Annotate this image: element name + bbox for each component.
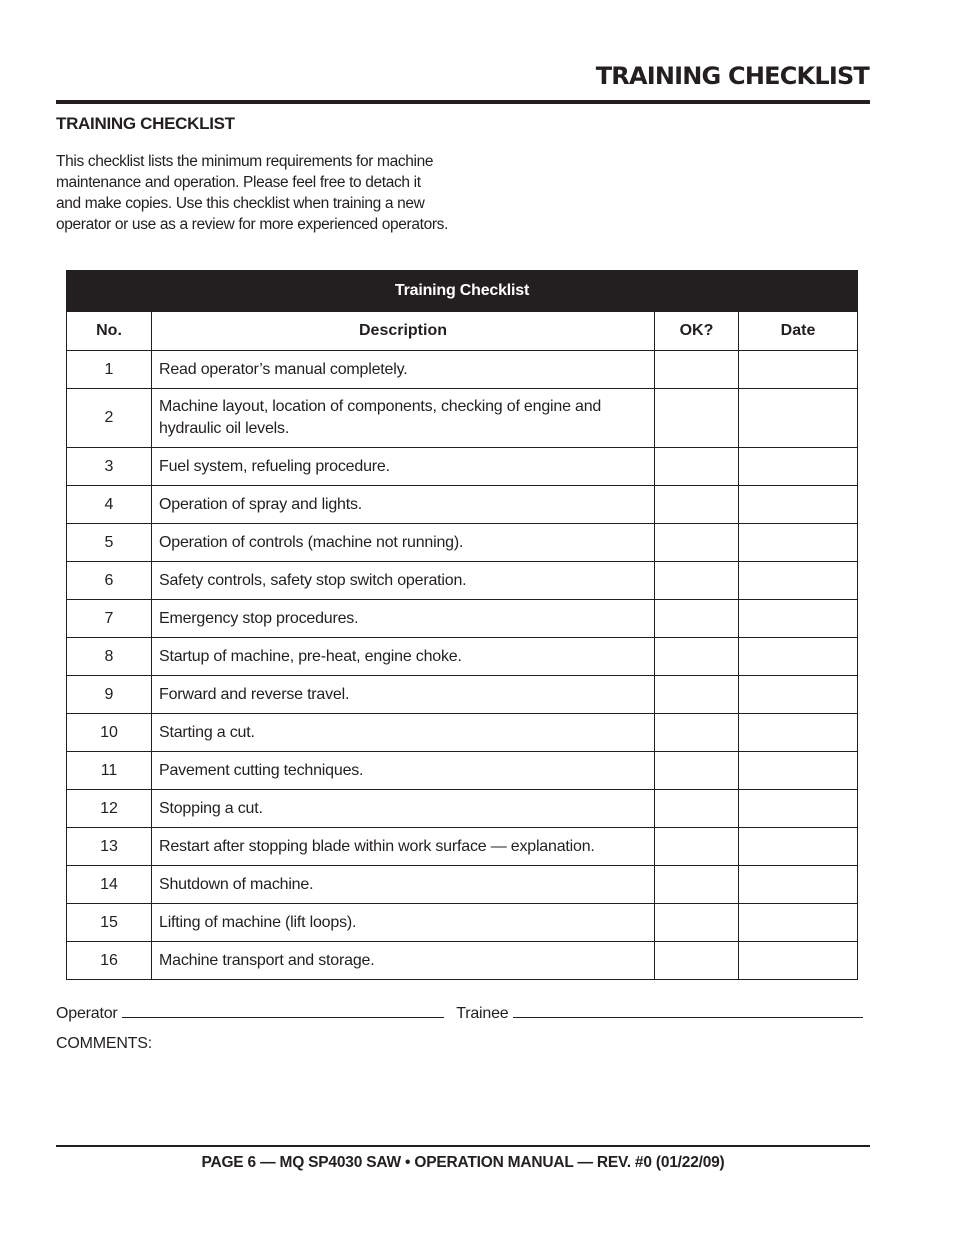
row-number: 14 bbox=[67, 866, 152, 904]
date-cell[interactable] bbox=[739, 389, 858, 448]
ok-cell[interactable] bbox=[655, 942, 739, 980]
row-description: Stopping a cut. bbox=[152, 790, 655, 828]
ok-cell[interactable] bbox=[655, 351, 739, 389]
row-description: Operation of spray and lights. bbox=[152, 486, 655, 524]
operator-signature-field[interactable] bbox=[122, 1001, 444, 1018]
ok-cell[interactable] bbox=[655, 524, 739, 562]
footer-rule bbox=[56, 1145, 870, 1147]
trainee-signature-field[interactable] bbox=[513, 1001, 863, 1018]
date-cell[interactable] bbox=[739, 752, 858, 790]
table-row bbox=[67, 676, 858, 714]
table-row bbox=[67, 790, 858, 828]
row-number: 7 bbox=[67, 600, 152, 638]
column-header-description: Description bbox=[152, 312, 655, 351]
ok-cell[interactable] bbox=[655, 904, 739, 942]
ok-cell[interactable] bbox=[655, 389, 739, 448]
row-number: 6 bbox=[67, 562, 152, 600]
row-description: Emergency stop procedures. bbox=[152, 600, 655, 638]
row-number: 15 bbox=[67, 904, 152, 942]
table-row bbox=[67, 828, 858, 866]
row-description: Machine layout, location of components, checking of engine and hydraulic oil levels. bbox=[152, 389, 655, 448]
row-number: 5 bbox=[67, 524, 152, 562]
row-number: 8 bbox=[67, 638, 152, 676]
intro-line: operator or use as a review for more experienced operators. bbox=[56, 216, 449, 233]
intro-line: This checklist lists the minimum requirements for machine bbox=[56, 153, 434, 170]
table-row bbox=[67, 448, 858, 486]
table-row bbox=[67, 562, 858, 600]
date-cell[interactable] bbox=[739, 866, 858, 904]
intro-line: maintenance and operation. Please feel free to detach it bbox=[56, 174, 421, 191]
table-row bbox=[67, 904, 858, 942]
date-cell[interactable] bbox=[739, 714, 858, 752]
table-row bbox=[67, 714, 858, 752]
ok-cell[interactable] bbox=[655, 676, 739, 714]
row-number: 13 bbox=[67, 828, 152, 866]
signoff-line bbox=[56, 1001, 870, 1023]
ok-cell[interactable] bbox=[655, 752, 739, 790]
date-cell[interactable] bbox=[739, 524, 858, 562]
date-cell[interactable] bbox=[739, 942, 858, 980]
comments-label: COMMENTS: bbox=[56, 1035, 152, 1052]
date-cell[interactable] bbox=[739, 638, 858, 676]
section-heading: TRAINING CHECKLIST bbox=[56, 114, 235, 133]
date-cell[interactable] bbox=[739, 486, 858, 524]
table-row bbox=[67, 486, 858, 524]
header-rule bbox=[56, 100, 870, 104]
ok-cell[interactable] bbox=[655, 448, 739, 486]
trainee-label: Trainee bbox=[456, 1005, 509, 1022]
row-description: Operation of controls (machine not running). bbox=[152, 524, 655, 562]
table-row bbox=[67, 942, 858, 980]
ok-cell[interactable] bbox=[655, 638, 739, 676]
training-checklist-table bbox=[66, 270, 858, 980]
row-description: Forward and reverse travel. bbox=[152, 676, 655, 714]
ok-cell[interactable] bbox=[655, 486, 739, 524]
date-cell[interactable] bbox=[739, 600, 858, 638]
ok-cell[interactable] bbox=[655, 714, 739, 752]
row-number: 9 bbox=[67, 676, 152, 714]
ok-cell[interactable] bbox=[655, 828, 739, 866]
date-cell[interactable] bbox=[739, 828, 858, 866]
date-cell[interactable] bbox=[739, 676, 858, 714]
ok-cell[interactable] bbox=[655, 600, 739, 638]
operator-label: Operator bbox=[56, 1005, 118, 1022]
row-description: Lifting of machine (lift loops). bbox=[152, 904, 655, 942]
row-number: 10 bbox=[67, 714, 152, 752]
row-number: 1 bbox=[67, 351, 152, 389]
table-row bbox=[67, 600, 858, 638]
page-title: TRAINING CHECKLIST bbox=[595, 62, 869, 90]
table-row bbox=[67, 866, 858, 904]
row-description: Machine transport and storage. bbox=[152, 942, 655, 980]
date-cell[interactable] bbox=[739, 790, 858, 828]
row-number: 12 bbox=[67, 790, 152, 828]
table-row bbox=[67, 389, 858, 448]
table-row bbox=[67, 752, 858, 790]
row-description: Safety controls, safety stop switch operation. bbox=[152, 562, 655, 600]
row-description: Fuel system, refueling procedure. bbox=[152, 448, 655, 486]
row-number: 2 bbox=[67, 389, 152, 448]
date-cell[interactable] bbox=[739, 448, 858, 486]
date-cell[interactable] bbox=[739, 351, 858, 389]
row-number: 11 bbox=[67, 752, 152, 790]
page-footer: PAGE 6 — MQ SP4030 SAW • OPERATION MANUAL — REV. #0 (01/22/09) bbox=[201, 1154, 725, 1171]
row-description: Pavement cutting techniques. bbox=[152, 752, 655, 790]
row-description: Read operator’s manual completely. bbox=[152, 351, 655, 389]
table-row bbox=[67, 524, 858, 562]
row-number: 4 bbox=[67, 486, 152, 524]
row-description: Starting a cut. bbox=[152, 714, 655, 752]
column-header-date: Date bbox=[739, 312, 858, 351]
table-row bbox=[67, 638, 858, 676]
ok-cell[interactable] bbox=[655, 562, 739, 600]
date-cell[interactable] bbox=[739, 562, 858, 600]
ok-cell[interactable] bbox=[655, 790, 739, 828]
column-header-no: No. bbox=[67, 312, 152, 351]
row-description: Shutdown of machine. bbox=[152, 866, 655, 904]
table-row bbox=[67, 351, 858, 389]
intro-paragraph bbox=[56, 151, 456, 235]
row-number: 16 bbox=[67, 942, 152, 980]
ok-cell[interactable] bbox=[655, 866, 739, 904]
column-header-ok: OK? bbox=[655, 312, 739, 351]
table-caption: Training Checklist bbox=[67, 271, 858, 312]
intro-line: and make copies. Use this checklist when training a new bbox=[56, 195, 425, 212]
row-description: Startup of machine, pre-heat, engine choke. bbox=[152, 638, 655, 676]
row-description: Restart after stopping blade within work surface — explanation. bbox=[152, 828, 655, 866]
row-number: 3 bbox=[67, 448, 152, 486]
date-cell[interactable] bbox=[739, 904, 858, 942]
